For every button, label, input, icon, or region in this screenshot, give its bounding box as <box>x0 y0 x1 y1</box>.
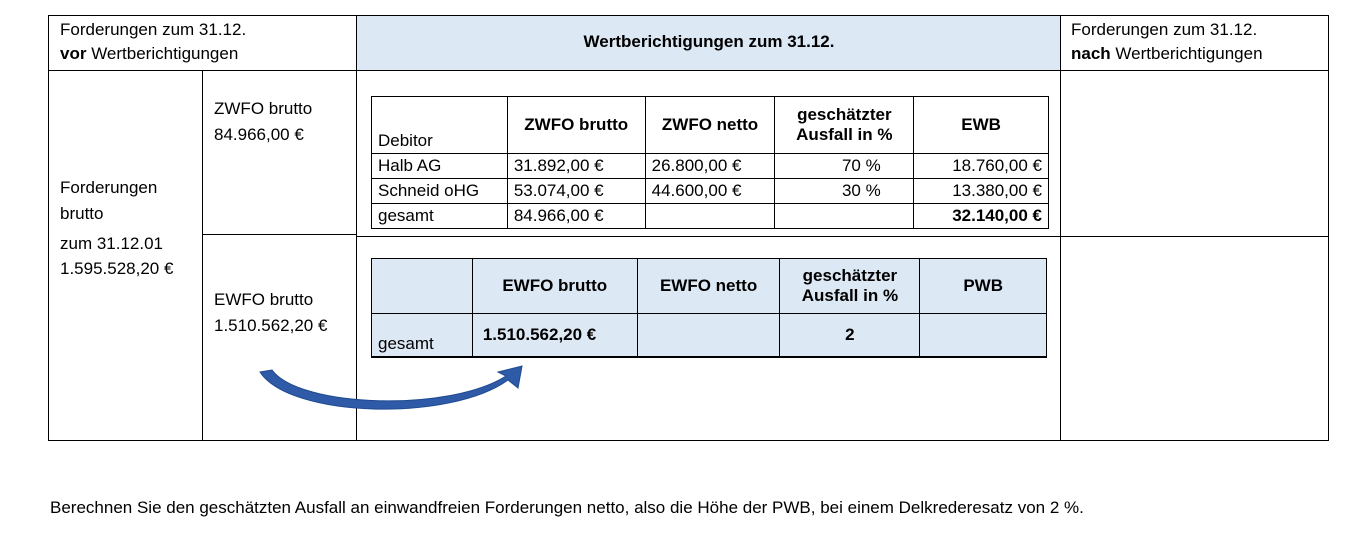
ewb-header-zwfo-netto: ZWFO netto <box>645 97 775 154</box>
header-left-rest: Wertberichtigungen <box>86 44 239 63</box>
pwb-cell-ausfall: 2 <box>780 314 920 358</box>
divider-h-left <box>202 234 357 235</box>
ewfo-label: EWFO brutto <box>214 290 314 309</box>
ewb-header-ausfall-line2: Ausfall in % <box>796 125 893 144</box>
header-right-rest: Wertberichtigungen <box>1110 44 1263 63</box>
header-bottom-line <box>48 70 1329 71</box>
forderungen-value: 1.595.528,20 € <box>60 259 174 278</box>
divider-h-right <box>1061 236 1329 237</box>
header-right-line1: Forderungen zum 31.12. <box>1071 20 1258 39</box>
ewb-header-debitor: Debitor <box>372 97 508 154</box>
pwb-cell-pwb <box>920 314 1047 358</box>
pwb-table-header-row <box>372 259 1047 314</box>
table-row <box>372 314 1047 358</box>
ewb-table-header-row <box>372 97 1049 154</box>
pwb-table <box>371 258 1047 358</box>
pwb-header-empty <box>372 259 473 314</box>
ewfo-value: 1.510.562,20 € <box>214 316 328 335</box>
forderungen-label-2: brutto <box>60 204 104 223</box>
divider-v1 <box>202 70 203 441</box>
ewb-cell-ausfall: 70 % <box>775 154 914 179</box>
zwfo-value: 84.966,00 € <box>214 125 304 144</box>
ewb-cell-debitor: gesamt <box>372 204 508 229</box>
pwb-header-pwb: PWB <box>920 259 1047 314</box>
header-right-line2 <box>1071 43 1263 65</box>
ewb-header-ausfall-line1: geschätzter <box>797 105 892 124</box>
ewb-cell-ewb-total: 32.140,00 € <box>914 204 1049 229</box>
curved-arrow-icon <box>250 360 530 420</box>
table-row <box>372 204 1049 229</box>
header-right-bold: nach <box>1071 44 1111 63</box>
divider-h-mid <box>357 236 1061 237</box>
ewb-cell-debitor: Schneid oHG <box>372 179 508 204</box>
ewb-cell-zwfo-netto: 26.800,00 € <box>645 154 775 179</box>
table-row <box>372 179 1049 204</box>
divider-v3 <box>1060 15 1061 441</box>
table-row <box>372 154 1049 179</box>
ewb-cell-ausfall: 30 % <box>775 179 914 204</box>
pwb-header-ausfall-line1: geschätzter <box>802 266 898 285</box>
header-left-line2 <box>60 43 238 65</box>
ewb-cell-debitor: Halb AG <box>372 154 508 179</box>
ewb-cell-zwfo-brutto: 31.892,00 € <box>507 154 645 179</box>
ewb-cell-zwfo-brutto: 53.074,00 € <box>507 179 645 204</box>
ewb-cell-ewb: 13.380,00 € <box>914 179 1049 204</box>
ewb-cell-zwfo-brutto: 84.966,00 € <box>507 204 645 229</box>
header-left-line1: Forderungen zum 31.12. <box>60 20 247 39</box>
zwfo-label: ZWFO brutto <box>214 99 313 118</box>
header-middle-title: Wertberichtigungen zum 31.12. <box>583 32 835 51</box>
ewb-cell-zwfo-netto <box>645 204 775 229</box>
forderungen-label-1: Forderungen <box>60 178 158 197</box>
forderungen-date: zum 31.12.01 <box>60 234 164 253</box>
ewb-cell-ewb: 18.760,00 € <box>914 154 1049 179</box>
ewb-header-ausfall <box>775 97 914 154</box>
ewb-table <box>371 96 1049 229</box>
ewb-cell-ausfall <box>775 204 914 229</box>
pwb-header-ausfall <box>780 259 920 314</box>
header-left-bold: vor <box>60 44 87 63</box>
instruction-text: Berechnen Sie den geschätzten Ausfall an einwandfreien Forderungen netto, also die Höhe der PWB, bei einem Delkrederesatz von 2 %. <box>50 498 1084 517</box>
pwb-cell-ewfo-netto <box>637 314 780 358</box>
ewb-cell-zwfo-netto: 44.600,00 € <box>645 179 775 204</box>
pwb-header-ausfall-line2: Ausfall in % <box>801 286 899 305</box>
ewb-header-zwfo-brutto: ZWFO brutto <box>507 97 645 154</box>
ewb-header-ewb: EWB <box>914 97 1049 154</box>
pwb-header-ewfo-brutto: EWFO brutto <box>472 259 637 314</box>
pwb-header-ewfo-netto: EWFO netto <box>637 259 780 314</box>
pwb-cell-label: gesamt <box>372 314 473 358</box>
pwb-cell-ewfo-brutto: 1.510.562,20 € <box>472 314 637 358</box>
